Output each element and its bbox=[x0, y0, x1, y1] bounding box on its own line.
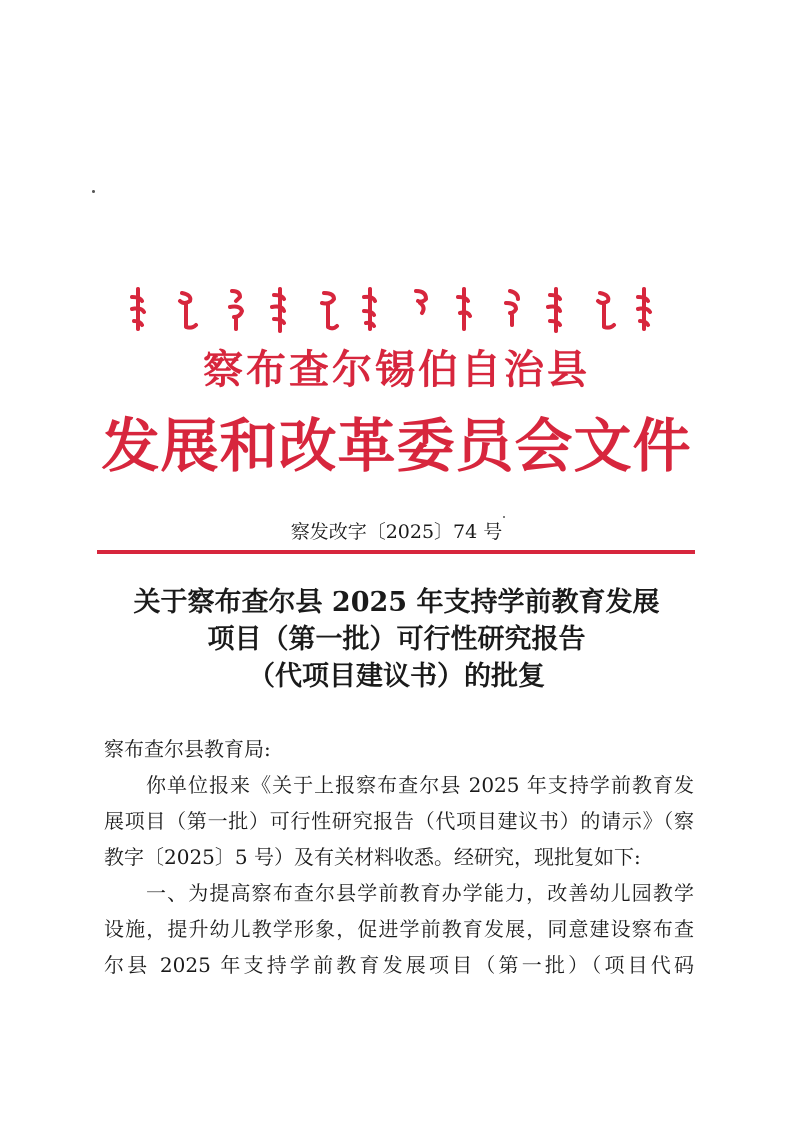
document-number: 察发改字〔2025〕74 号 bbox=[290, 521, 503, 543]
document-title bbox=[0, 584, 793, 695]
paragraph-line: 教字〔2025〕5 号）及有关材料收悉。经研究，现批复如下: bbox=[104, 845, 641, 869]
paragraph-line: 展项目（第一批）可行性研究报告（代项目建议书）的请示》（察 bbox=[104, 809, 694, 833]
red-header-rule bbox=[97, 550, 695, 554]
mongolian-script-graphic bbox=[120, 285, 660, 335]
body-paragraph-2 bbox=[104, 875, 694, 983]
paragraph-line: 尔县 2025 年支持学前教育发展项目（第一批）（项目代码 bbox=[104, 953, 694, 977]
title-line1: 关于察布查尔县 2025 年支持学前教育发展 bbox=[133, 587, 660, 618]
title-line3: （代项目建议书）的批复 bbox=[248, 661, 545, 692]
paragraph-line: 设施，提升幼儿教学形象，促进学前教育发展，同意建设察布查 bbox=[104, 917, 694, 941]
scan-speck bbox=[92, 190, 95, 193]
body-paragraph-1 bbox=[104, 767, 694, 875]
title-line2: 项目（第一批）可行性研究报告 bbox=[207, 624, 586, 655]
issuer-name-line1: 察布查尔锡伯自治县 bbox=[203, 346, 590, 393]
paragraph-line: 一、为提高察布查尔县学前教育办学能力，改善幼儿园教学 bbox=[146, 881, 694, 905]
addressee: 察布查尔县教育局: bbox=[104, 737, 271, 761]
paragraph-line: 你单位报来《关于上报察布查尔县 2025 年支持学前教育发 bbox=[146, 773, 694, 797]
issuer-name-line2: 发展和改革委员会文件 bbox=[101, 412, 692, 480]
mongolian-header-seal bbox=[120, 285, 660, 335]
